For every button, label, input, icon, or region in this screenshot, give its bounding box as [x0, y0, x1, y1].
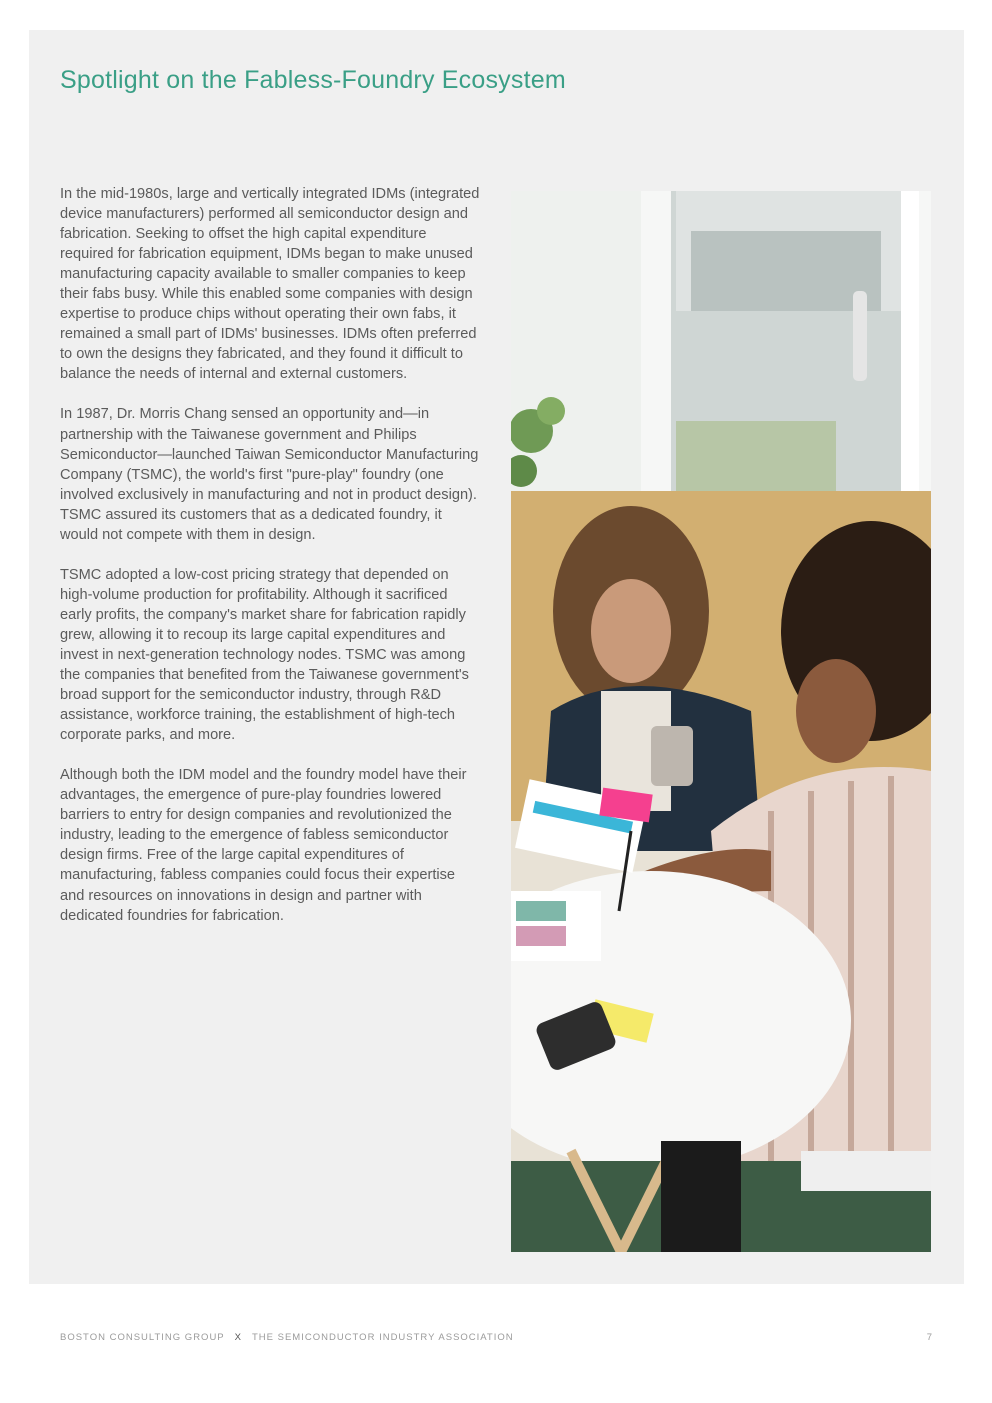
article-body: [60, 184, 482, 946]
page-footer: [60, 1332, 932, 1343]
page-number: 7: [926, 1332, 932, 1343]
paragraph-2: In 1987, Dr. Morris Chang sensed an opportunity and—in partnership with the Taiwanese government and Philips Semiconductor—launched Taiwan Semiconductor Manufacturing Company (TSMC), the world's first "pure-play" foundry (one involved exclusively in manufacturing and not in product design). TSMC assured its customers that as a dedicated foundry, it would not compete with them in design.: [60, 406, 479, 543]
footer-separator: X: [234, 1332, 242, 1343]
footer-org-right: THE SEMICONDUCTOR INDUSTRY ASSOCIATION: [251, 1332, 514, 1343]
footer-org-left: BOSTON CONSULTING GROUP: [60, 1332, 225, 1343]
paragraph-3: TSMC adopted a low-cost pricing strategy that depended on high-volume production for profitability. Although it sacrificed early profits, the company's market share for fabrication rapidly grew, allowing it to recoup its large capital expenditures and invest in next-generation technology nodes. TSMC was among the companies that benefited from the Taiwanese government's broad support for the semiconductor industry, through R&D assistance, workforce training, the establishment of high-tech corporate parks, and more.: [60, 566, 469, 744]
paragraph-1: In the mid-1980s, large and vertically integrated IDMs (integrated device manufacturers) performed all semiconductor design and fabrication. Seeking to offset the high capital expenditure required for fabrication equipment, IDMs began to make unused manufacturing capacity available to smaller companies to keep their fabs busy. While this enabled some companies with design expertise to produce chips without operating their own fabs, it remained a small part of IDMs' businesses. IDMs often preferred to own the designs they fabricated, and they found it difficult to balance the needs of internal and external customers.: [60, 186, 480, 383]
page-title: Spotlight on the Fabless-Foundry Ecosystem: [60, 66, 566, 94]
paragraph-4: Although both the IDM model and the foundry model have their advantages, the emergence of pure-play foundries lowered barriers to entry for design companies and revolutionized the industry, leading to the emergence of fabless semiconductor design firms. Free of the large capital expenditures of manufacturing, fabless companies could focus their expertise and resources on innovations in design and partner with dedicated foundries for fabrication.: [60, 767, 467, 924]
office-meeting-photo: [511, 191, 931, 1252]
